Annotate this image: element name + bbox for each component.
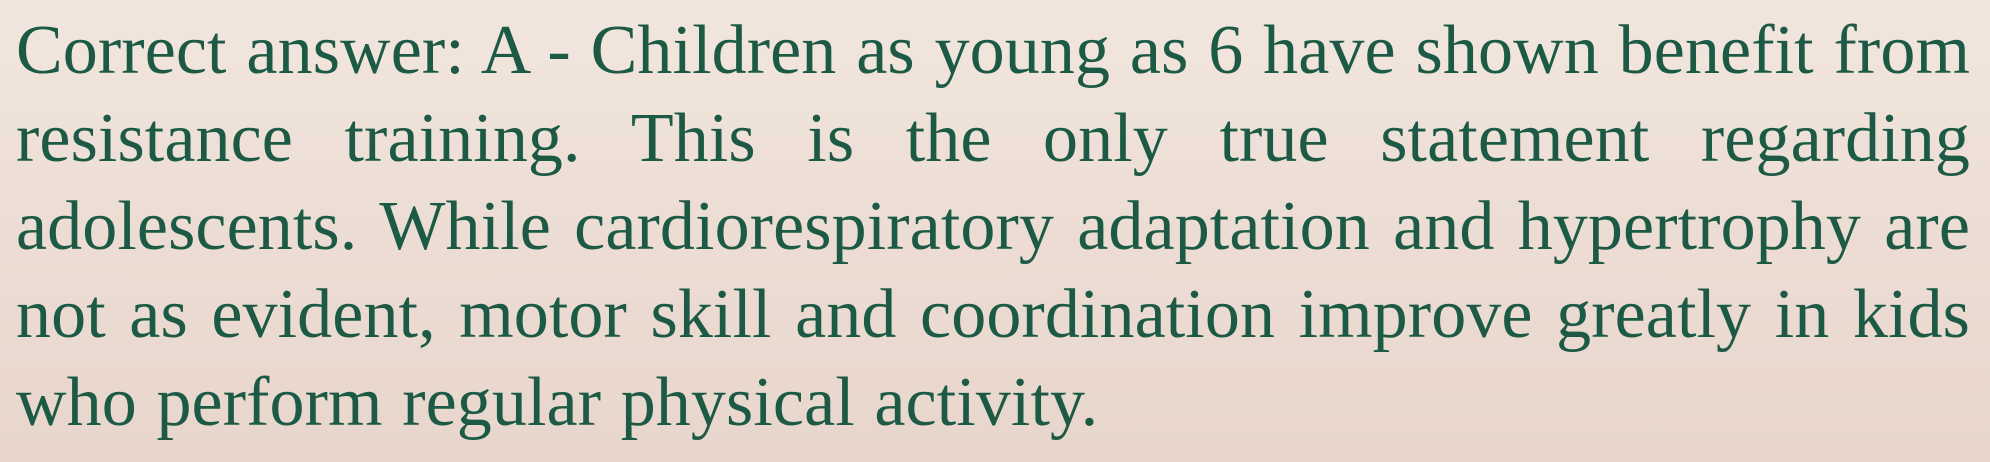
answer-explanation-text: Correct answer: A - Children as young as 6 have shown benefit from resistance training. This is the only true statement regarding adolescents. While cardiorespiratory adaptation and hypertrophy are not as evident, motor skill and coordination improve greatly in kids who perform regular physical activity.: [16, 12, 1970, 441]
